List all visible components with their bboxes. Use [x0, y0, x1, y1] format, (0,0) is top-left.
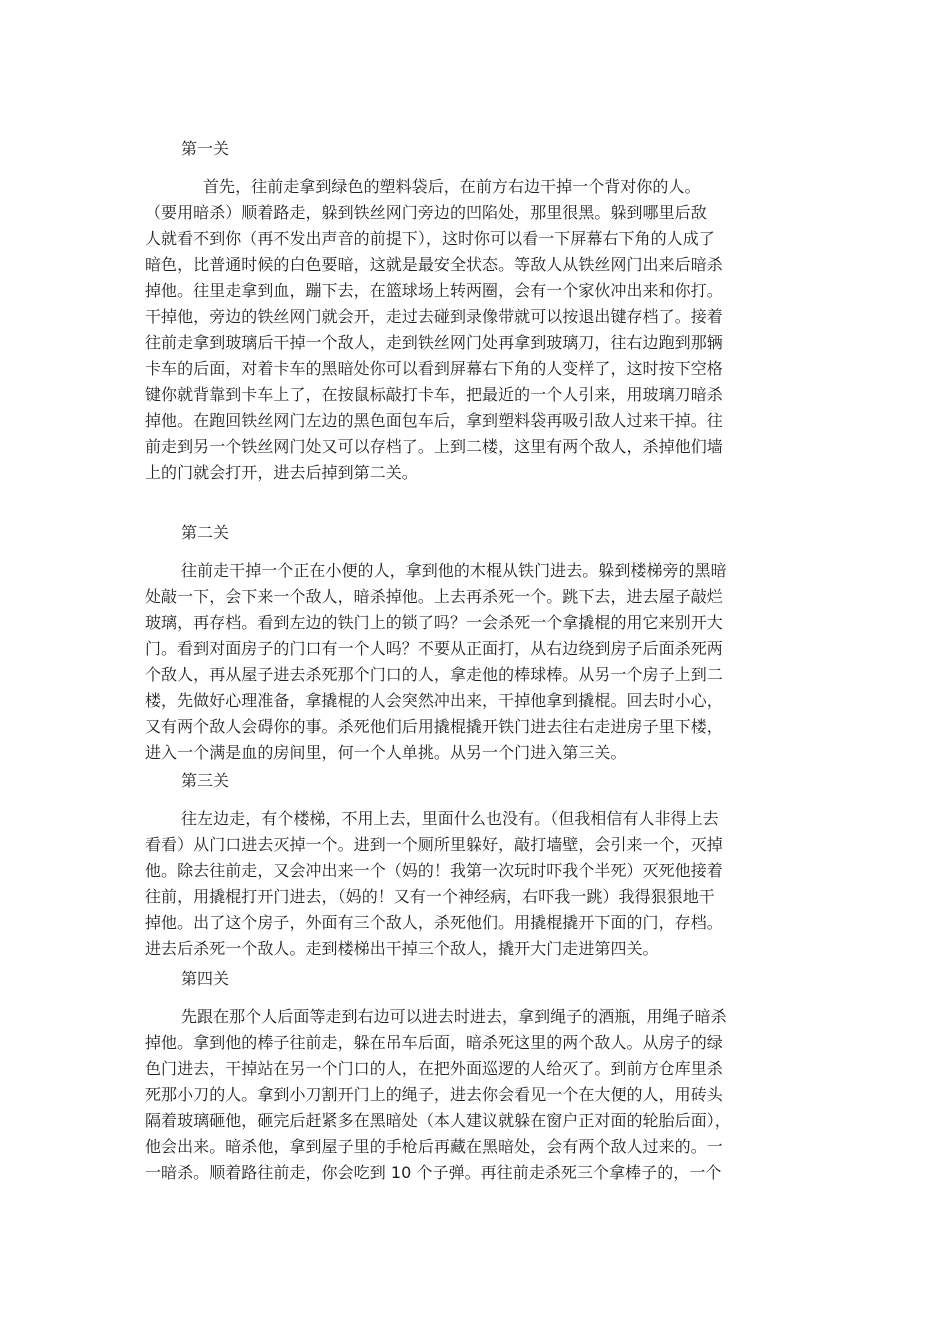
section-1-line-8: 卡车的后面，对着卡车的黑暗处你可以看到屏幕右下角的人变样了，这时按下空格 — [145, 359, 723, 378]
section-4-line-3: 色门进去，干掉站在另一个门口的人，在把外面巡逻的人给灭了。到前方仓库里杀 — [145, 1059, 723, 1078]
section-1-line-10: 掉他。在跑回铁丝网门左边的黑色面包车后，拿到塑料袋再吸引敌人过来干掉。往 — [145, 411, 723, 430]
section-1-line-1: 首先，往前走拿到绿色的塑料袋后，在前方右边干掉一个背对你的人。 — [203, 177, 701, 196]
section-1-line-3: 人就看不到你（再不发出声音的前提下），这时你可以看一下屏幕右下角的人成了 — [145, 229, 715, 248]
section-1-line-2: （要用暗杀）顺着路走，躲到铁丝网门旁边的凹陷处，那里很黑。躲到哪里后敌 — [145, 203, 707, 222]
section-4-line-2: 掉他。拿到他的棒子往前走，躲在吊车后面，暗杀死这里的两个敌人。从房子的绿 — [145, 1033, 723, 1052]
section-1-line-7: 往前走拿到玻璃后干掉一个敌人，走到铁丝网门处再拿到玻璃刀，往右边跑到那辆 — [145, 333, 723, 352]
section-4-line-7: 一暗杀。顺着路往前走，你会吃到 10 个子弹。再往前走杀死三个拿棒子的，一个 — [145, 1163, 722, 1182]
section-1-line-11: 前走到另一个铁丝网门处又可以存档了。上到二楼，这里有两个敌人，杀掉他们墙 — [145, 437, 723, 456]
section-3-line-5: 掉他。出了这个房子，外面有三个敌人，杀死他们。用撬棍撬开下面的门，存档。 — [145, 913, 723, 932]
section-2-line-7: 又有两个敌人会碍你的事。杀死他们后用撬棍撬开铁门进去往右走进房子里下楼， — [145, 717, 723, 736]
section-1-line-9: 键你就背靠到卡车上了，在按鼠标敲打卡车，把最近的一个人引来，用玻璃刀暗杀 — [145, 385, 723, 404]
section-3-line-2: 看看）从门口进去灭掉一个。进到一个厕所里躲好，敲打墙壁，会引来一个，灭掉 — [145, 835, 723, 854]
section-3-line-6: 进去后杀死一个敌人。走到楼梯出干掉三个敌人，撬开大门走进第四关。 — [145, 939, 659, 958]
section-3-line-1: 往左边走，有个楼梯，不用上去，里面什么也没有。（但我相信有人非得上去 — [181, 809, 719, 828]
section-2-title: 第二关 — [181, 523, 230, 542]
section-4-line-4: 死那小刀的人。拿到小刀割开门上的绳子，进去你会看见一个在大便的人，用砖头 — [145, 1085, 723, 1104]
section-1-line-12: 上的门就会打开，进去后掉到第二关。 — [145, 463, 418, 482]
section-1-line-5: 掉他。往里走拿到血，蹦下去，在篮球场上转两圈，会有一个家伙冲出来和你打。 — [145, 281, 723, 300]
section-4-title: 第四关 — [181, 969, 230, 988]
section-1-line-4: 暗色，比普通时候的白色要暗，这就是最安全状态。等敌人从铁丝网门出来后暗杀 — [145, 255, 723, 274]
section-2-line-3: 玻璃，再存档。看到左边的铁门上的锁了吗？一会杀死一个拿撬棍的用它来别开大 — [145, 613, 723, 632]
section-3-line-4: 往前，用撬棍打开门进去，（妈的！又有一个神经病，右吓我一跳）我得狠狠地干 — [145, 887, 715, 906]
section-2-line-1: 往前走干掉一个正在小便的人，拿到他的木棍从铁门进去。躲到楼梯旁的黑暗 — [181, 561, 727, 580]
section-2-line-8: 进入一个满是血的房间里，何一个人单挑。从另一个门进入第三关。 — [145, 743, 627, 762]
section-4-line-1: 先跟在那个人后面等走到右边可以进去时进去，拿到绳子的酒瓶，用绳子暗杀 — [181, 1007, 727, 1026]
section-2-line-6: 楼，先做好心理准备，拿撬棍的人会突然冲出来，干掉他拿到撬棍。回去时小心， — [145, 691, 723, 710]
section-3-line-3: 他。除去往前走，又会冲出来一个（妈的！我第一次玩时吓我个半死）灭死他接着 — [145, 861, 723, 880]
section-4-line-6: 他会出来。暗杀他，拿到屋子里的手枪后再藏在黑暗处，会有两个敌人过来的。一 — [145, 1137, 723, 1156]
section-2-line-5: 个敌人，再从屋子进去杀死那个门口的人，拿走他的棒球棒。从另一个房子上到二 — [145, 665, 723, 684]
section-4-line-5: 隔着玻璃砸他，砸完后赶紧多在黑暗处（本人建议就躲在窗户正对面的轮胎后面）， — [145, 1111, 731, 1130]
section-1-line-6: 干掉他，旁边的铁丝网门就会开，走过去碰到录像带就可以按退出键存档了。接着 — [145, 307, 723, 326]
section-3-title: 第三关 — [181, 771, 230, 790]
section-2-line-4: 门。看到对面房子的门口有一个人吗？不要从正面打，从右边绕到房子后面杀死两 — [145, 639, 723, 658]
section-1-title: 第一关 — [181, 139, 230, 158]
section-2-line-2: 处敲一下，会下来一个敌人，暗杀掉他。上去再杀死一个。跳下去，进去屋子敲烂 — [145, 587, 723, 606]
